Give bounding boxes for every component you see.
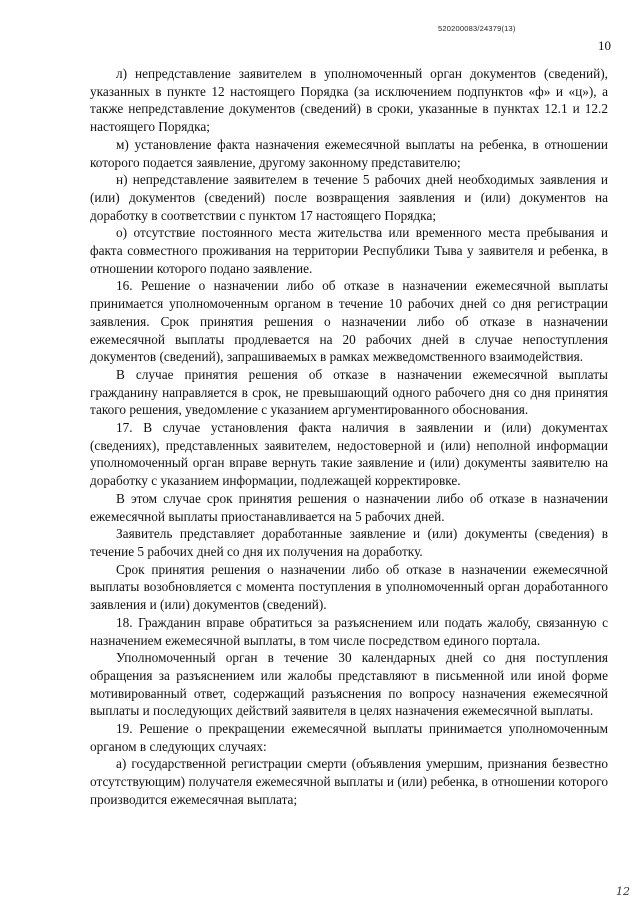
- paragraph-18: 18. Гражданин вправе обратиться за разъяснением или подать жалобу, связанную с назначением ежемесячной выплаты, в том числе посредством единого портала.: [90, 614, 608, 648]
- paragraph-16: 16. Решение о назначении либо об отказе в назначении ежемесячной выплаты принимается уполномоченным органом в течение 10 рабочих дней со дня регистрации заявления. Срок принятия решения о назначении либо об отказе в назначении ежемесячной выплаты продлевается на 20 рабочих дней в случае непоступления документов (сведений), запрашиваемых в рамках межведомственного взаимодействия.: [90, 278, 608, 365]
- paragraph-n: н) непредставление заявителем в течение 5 рабочих дней необходимых заявления и (или) документов (сведений) после возвращения заявления и (или) документов на доработку в соответствии с пунктом 17 настоящего Порядка;: [90, 172, 608, 223]
- paragraph-o: о) отсутствие постоянного места жительства или временного места пребывания и факта совместного проживания на территории Республики Тыва у заявителя и ребенка, в отношении которого подано заявление.: [90, 225, 608, 276]
- paragraph-17: 17. В случае установления факта наличия в заявлении и (или) документах (сведениях), представленных заявителем, недостоверной и (или) неполной информации уполномоченный орган вправе вернуть такие заявление и (или) документы заявителю на доработку с указанием информации, подлежащей корректировке.: [90, 420, 608, 489]
- document-body: [90, 65, 608, 809]
- paragraph-18-response: Уполномоченный орган в течение 30 календарных дней со дня поступления обращения за разъяснением или жалобы представляют в письменной или иной форме мотивированный ответ, содержащий разъяснения по вопросу назначения ежемесячной выплаты и последующих действий заявителя в целях назначения ежемесячной выплаты.: [90, 650, 608, 719]
- paragraph-19-a: а) государственной регистрации смерти (объявления умершим, признания безвестно отсутствующим) получателя ежемесячной выплаты и (или) ребенка, в отношении которого производится ежемесячная выплата;: [90, 756, 608, 807]
- document-code: 520200083/24379(13): [438, 24, 516, 33]
- paragraph-16-refusal: В случае принятия решения об отказе в назначении ежемесячной выплаты гражданину направляется в срок, не превышающий одного рабочего дня со дня принятия такого решения, уведомление с указанием аргументированного обоснования.: [90, 366, 608, 418]
- paragraph-l: л) непредставление заявителем в уполномоченный орган документов (сведений), указанных в пункте 12 настоящего Порядка (за исключением подпунктов «ф» и «ц»), а также непредставление документов (сведений) в сроки, указанные в пунктах 12.1 и 12.2 настоящего Порядка;: [90, 66, 608, 135]
- handwritten-page-mark: 12: [616, 885, 630, 898]
- paragraph-17-resumption: Срок принятия решения о назначении либо об отказе в назначении ежемесячной выплаты возобновляется с момента поступления в уполномоченный орган доработанного заявления и (или) документов (сведений).: [90, 561, 608, 613]
- paragraph-19: 19. Решение о прекращении ежемесячной выплаты принимается уполномоченным органом в следующих случаях:: [90, 721, 608, 754]
- paragraph-17-resubmission: Заявитель представляет доработанные заявление и (или) документы (сведения) в течение 5 рабочих дней со дня их получения на доработку.: [90, 526, 608, 559]
- page-number: 10: [598, 38, 611, 53]
- paragraph-m: м) установление факта назначения ежемесячной выплаты на ребенка, в отношении которого подается заявление, другому законному представителю;: [90, 136, 608, 170]
- paragraph-17-suspension: В этом случае срок принятия решения о назначении либо об отказе в назначении ежемесячной выплаты приостанавливается на 5 рабочих дней.: [90, 490, 608, 524]
